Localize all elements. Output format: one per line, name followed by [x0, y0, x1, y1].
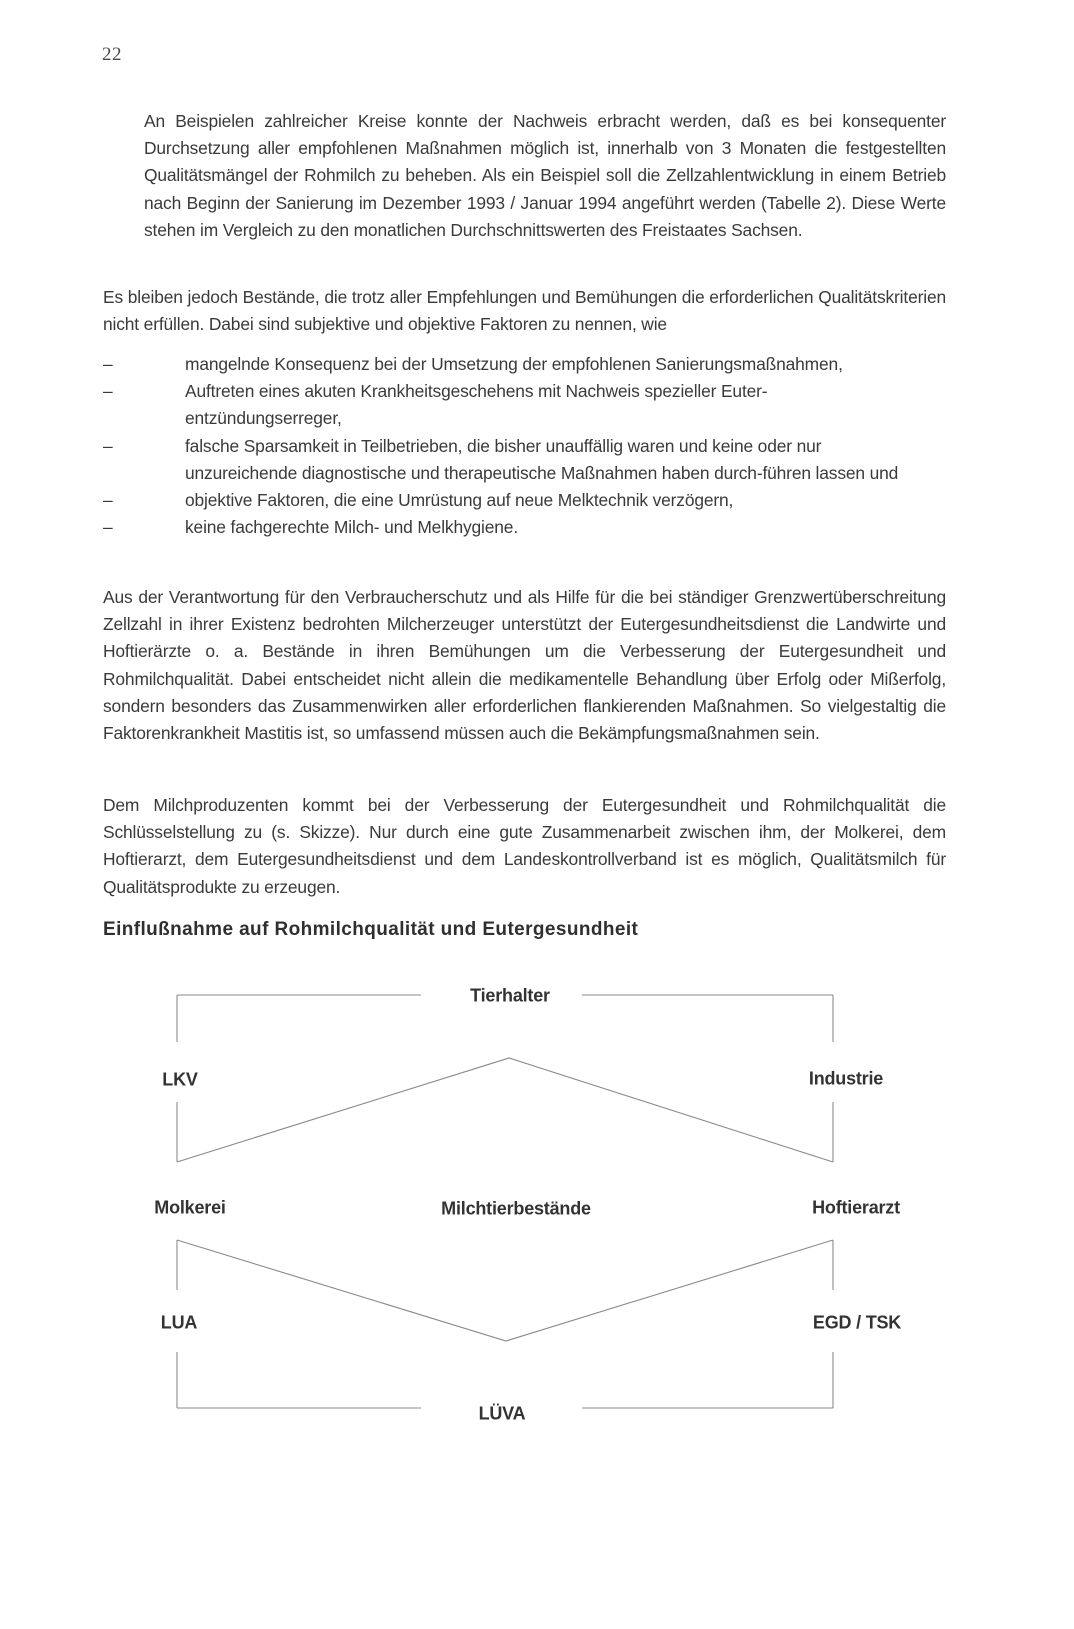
paragraph-3: [103, 584, 946, 747]
node-industrie: Industrie: [808, 1068, 884, 1089]
node-hoftierarzt: Hoftierarzt: [812, 1197, 900, 1218]
list-item: [103, 487, 885, 514]
paragraph-text: An Beispielen zahlreicher Kreise konnte der Nachweis erbracht werden, daß es bei konsequenter Durchsetzung aller empfohlenen Maßnahmen möglich ist, innerhalb von 3 Monaten die festgestellten Qualitätsmängel der Rohmilch zu beheben. Als ein Beispiel soll die Zellzahlentwicklung in einem Betrieb nach Beginn der Sanierung im Dezember 1993 / Januar 1994 angeführt werden (Tabelle 2). Diese Werte stehen im Vergleich zu den monatlichen Durchschnittswerten des Freistaates Sachsen.: [144, 111, 946, 240]
dash-bullet: –: [103, 517, 113, 538]
node-lua: LUA: [160, 1312, 198, 1333]
page-number: 22: [102, 44, 122, 65]
paragraph-text: Es bleiben jedoch Bestände, die trotz aller Empfehlungen und Bemühungen die erforderlichen Qualitätskriterien nicht erfüllen. Dabei sind subjektive und objektive Faktoren zu nennen, wie: [103, 287, 946, 335]
dash-bullet: –: [103, 490, 113, 511]
paragraph-2: [103, 284, 946, 338]
paragraph-1: [144, 108, 946, 244]
list-item: [103, 351, 885, 378]
node-egd-tsk: EGD / TSK: [812, 1312, 902, 1333]
paragraph-text: Dem Milchproduzenten kommt bei der Verbesserung der Eutergesundheit und Rohmilchqualität die Schlüsselstellung zu (s. Skizze). Nur durch eine gute Zusammenarbeit zwischen ihm, der Molkerei, dem Hoftierarzt, dem Eutergesundheitsdienst und dem Landeskontrollverband ist es möglich, Qualitätsmilch für Qualitätsprodukte zu erzeugen.: [103, 795, 946, 897]
node-lkv: LKV: [162, 1069, 198, 1090]
list-item-text: mangelnde Konsequenz bei der Umsetzung der empfohlenen Sanierungsmaßnahmen,: [185, 354, 843, 374]
node-milchtierbestaende: Milchtierbestände: [441, 1198, 591, 1219]
dash-bullet: –: [103, 381, 113, 402]
list-item-text: objektive Faktoren, die eine Umrüstung auf neue Melktechnik verzögern,: [185, 490, 734, 511]
node-molkerei: Molkerei: [154, 1197, 226, 1218]
paragraph-4: [103, 792, 946, 901]
chevron-down-line: [177, 1240, 833, 1341]
list-item-text: falsche Sparsamkeit in Teilbetrieben, die bisher unauffällig waren und keine oder nur unzureichende diagnostische und therapeutische Maßnahmen haben durch-führen lassen und: [185, 435, 899, 483]
dash-bullet: –: [103, 435, 113, 456]
list-item: [103, 378, 885, 432]
chevron-up-line: [177, 1058, 833, 1162]
list-item-text: keine fachgerechte Milch- und Melkhygiene.: [185, 517, 519, 538]
diagram-title: Einflußnahme auf Rohmilchqualität und Eutergesundheit: [103, 919, 639, 940]
factor-list: [103, 351, 946, 541]
list-item-text: Auftreten eines akuten Krankheitsgeschehens mit Nachweis spezieller Euter-entzündungserreger,: [185, 381, 768, 429]
paragraph-text: Aus der Verantwortung für den Verbraucherschutz und als Hilfe für die bei ständiger Grenzwertüberschreitung Zellzahl in ihrer Existenz bedrohten Milcherzeuger unterstützt der Eutergesundheitsdienst die Landwirte und Hoftierärzte o. a. Bestände in ihren Bemühungen um die Verbesserung der Eutergesundheit und Rohmilchqualität. Dabei entscheidet nicht allein die medikamentelle Behandlung über Erfolg oder Mißerfolg, sondern besonders das Zusammenwirken aller erforderlichen flankierenden Maßnahmen. So vielgestaltig die Faktorenkrankheit Mastitis ist, so umfassend müssen auch die Bekämpfungsmaßnahmen sein.: [103, 587, 946, 744]
dash-bullet: –: [103, 354, 113, 374]
node-tierhalter: Tierhalter: [470, 985, 550, 1006]
list-item: [103, 433, 905, 487]
node-luva: LÜVA: [478, 1403, 526, 1424]
list-item: [103, 514, 885, 541]
